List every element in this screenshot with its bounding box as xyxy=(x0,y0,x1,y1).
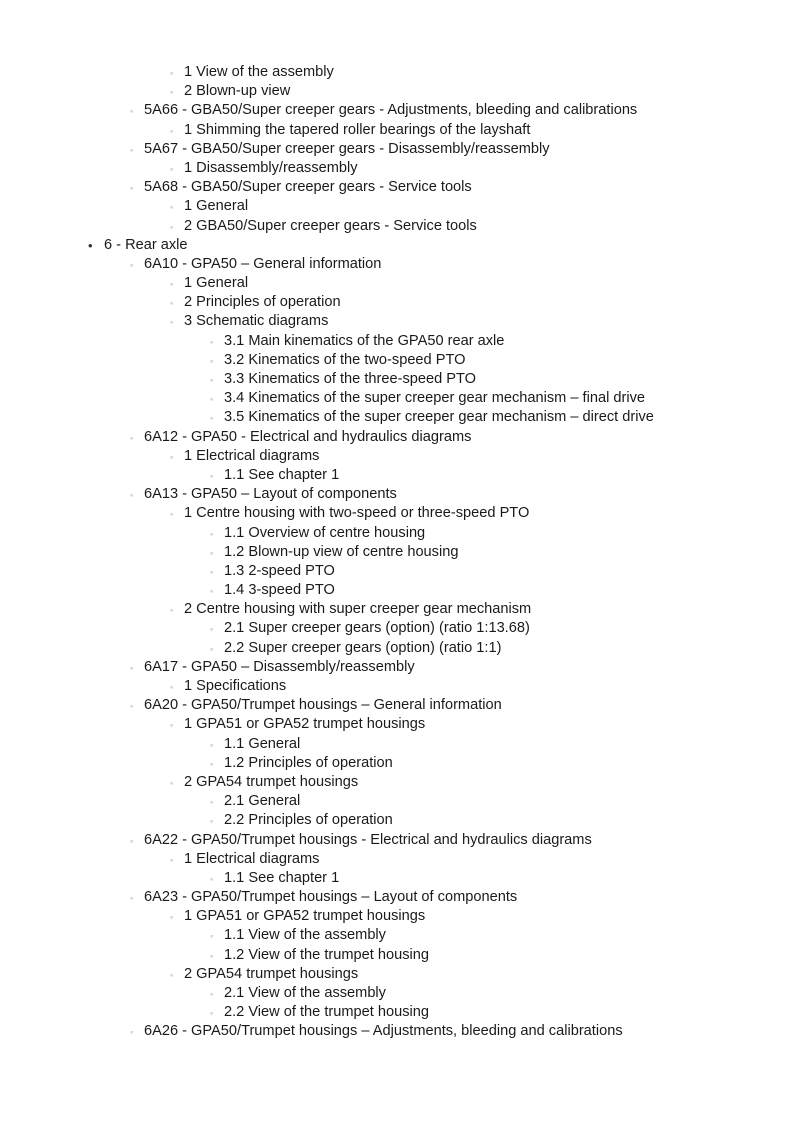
toc-entry-text: 2.2 Principles of operation xyxy=(224,812,393,829)
toc-entry xyxy=(0,504,794,523)
bullet-circle-icon: ◦ xyxy=(170,279,174,290)
bullet-circle-icon: ◦ xyxy=(170,854,174,865)
bullet-circle-icon: ◦ xyxy=(210,739,214,750)
bullet-circle-icon: ◦ xyxy=(130,893,134,904)
bullet-circle-icon: ◦ xyxy=(210,931,214,942)
toc-entry xyxy=(0,811,794,830)
toc-entry xyxy=(0,447,794,466)
bullet-circle-icon: ◦ xyxy=(130,106,134,117)
toc-entry-text: 1.1 See chapter 1 xyxy=(224,869,340,886)
bullet-circle-icon: ◦ xyxy=(170,87,174,98)
toc-entry-text: 1 Specifications xyxy=(184,678,287,694)
toc-entry-text: 1 Shimming the tapered roller bearings of the layshaft xyxy=(184,121,531,138)
bullet-circle-icon: ◦ xyxy=(170,221,174,232)
bullet-circle-icon: ◦ xyxy=(170,682,174,692)
toc-entry-text: 2.2 View of the trumpet housing xyxy=(224,1004,429,1021)
bullet-circle-icon: ◦ xyxy=(210,950,214,961)
toc-entry-text: 6A17 - GPA50 – Disassembly/reassembly xyxy=(144,658,415,675)
toc-entry-text: 6A20 - GPA50/Trumpet housings – General information xyxy=(144,697,502,714)
bullet-circle-icon: ◦ xyxy=(170,202,174,213)
bullet-circle-icon: ◦ xyxy=(210,413,214,424)
toc-entry xyxy=(0,82,794,101)
toc-entry xyxy=(0,735,794,754)
toc-entry-text: 1.1 General xyxy=(224,735,301,752)
toc-entry-text: 1.1 See chapter 1 xyxy=(224,466,340,483)
bullet-circle-icon: ◦ xyxy=(130,701,134,712)
bullet-circle-icon: ◦ xyxy=(130,662,134,673)
toc-entry-text: 3 Schematic diagrams xyxy=(184,313,329,330)
toc-entry-text: 3.5 Kinematics of the super creeper gear mechanism – direct drive xyxy=(224,409,654,426)
toc-entry-text: 1.1 Overview of centre housing xyxy=(224,524,426,541)
toc-entry-text: 1 General xyxy=(184,198,249,215)
bullet-circle-icon: ◦ xyxy=(130,432,134,443)
bullet-circle-icon: ◦ xyxy=(170,509,174,520)
toc-entry-text: 1 GPA51 or GPA52 trumpet housings xyxy=(184,716,426,733)
toc-entry-text: 1 GPA51 or GPA52 trumpet housings xyxy=(184,908,426,925)
toc-entry xyxy=(0,178,794,197)
bullet-circle-icon: ◦ xyxy=(170,451,174,462)
bullet-circle-icon: ◦ xyxy=(210,470,214,481)
bullet-circle-icon: ◦ xyxy=(210,624,214,635)
bullet-circle-icon: ◦ xyxy=(130,1027,134,1038)
toc-entry-text: 5A68 - GBA50/Super creeper gears - Service tools xyxy=(144,179,472,196)
toc-entry xyxy=(0,773,794,792)
bullet-circle-icon: ◦ xyxy=(130,144,134,155)
bullet-circle-icon: ◦ xyxy=(210,355,214,366)
toc-entry-text: 6 - Rear axle xyxy=(104,236,188,253)
toc-entry-text: 2.1 General xyxy=(224,793,301,810)
toc-entry-text: 2 Centre housing with super creeper gear mechanism xyxy=(184,601,532,618)
toc-entry xyxy=(0,121,794,140)
bullet-circle-icon: ◦ xyxy=(210,1008,214,1019)
bullet-circle-icon: ◦ xyxy=(210,336,214,347)
toc-entry xyxy=(0,581,794,600)
bullet-circle-icon: ◦ xyxy=(210,586,214,597)
toc-entry-text: 3.2 Kinematics of the two-speed PTO xyxy=(224,351,466,368)
bullet-circle-icon: ◦ xyxy=(170,68,174,78)
bullet-circle-icon: ◦ xyxy=(210,394,214,405)
toc-entry xyxy=(0,965,794,984)
bullet-circle-icon: ◦ xyxy=(170,317,174,328)
toc-entry xyxy=(0,907,794,926)
bullet-circle-icon: ◦ xyxy=(170,298,174,309)
toc-entry-text: 1.1 View of the assembly xyxy=(224,927,386,944)
toc-entry xyxy=(0,543,794,562)
toc-entry-text: 1.2 Blown-up view of centre housing xyxy=(224,543,459,560)
bullet-circle-icon: ◦ xyxy=(130,259,134,270)
bullet-circle-icon: ◦ xyxy=(210,643,214,654)
toc-entry xyxy=(0,101,794,120)
toc-entry xyxy=(0,293,794,312)
bullet-circle-icon: ◦ xyxy=(210,989,214,999)
toc-entry-text: 2 Blown-up view xyxy=(184,83,291,100)
toc-entry-text: 1 Centre housing with two-speed or three-speed PTO xyxy=(184,505,530,522)
bullet-circle-icon: ◦ xyxy=(210,547,214,558)
bullet-circle-icon: ◦ xyxy=(210,816,214,827)
toc-entry xyxy=(0,389,794,408)
toc-entry-text: 3.3 Kinematics of the three-speed PTO xyxy=(224,371,477,387)
toc-entry-text: 3.4 Kinematics of the super creeper gear mechanism – final drive xyxy=(224,390,645,407)
bullet-disc-icon: • xyxy=(88,237,93,253)
toc-entry xyxy=(0,159,794,178)
bullet-circle-icon: ◦ xyxy=(210,873,214,884)
toc-entry-text: 1 Electrical diagrams xyxy=(184,447,320,464)
toc-entry xyxy=(0,370,794,389)
toc-entry xyxy=(0,217,794,236)
toc-entry xyxy=(0,524,794,543)
toc-entry-text: 1.2 View of the trumpet housing xyxy=(224,946,429,963)
bullet-circle-icon: ◦ xyxy=(170,912,174,923)
toc-entry-text: 1.2 Principles of operation xyxy=(224,754,393,771)
toc-entry-text: 6A12 - GPA50 - Electrical and hydraulics diagrams xyxy=(144,428,472,445)
toc-entry xyxy=(0,850,794,869)
toc-entry-text: 2 GPA54 trumpet housings xyxy=(184,773,359,790)
toc-entry-text: 1 Disassembly/reassembly xyxy=(184,159,358,176)
toc-entry-text: 1 General xyxy=(184,275,249,292)
toc-entry xyxy=(0,869,794,888)
toc-entry-text: 2.1 View of the assembly xyxy=(224,985,386,1001)
toc-entry-text: 2 GBA50/Super creeper gears - Service tools xyxy=(184,217,477,234)
bullet-circle-icon: ◦ xyxy=(170,720,174,731)
toc-entry-text: 6A13 - GPA50 – Layout of components xyxy=(144,486,397,503)
toc-entry-text: 6A22 - GPA50/Trumpet housings - Electrical and hydraulics diagrams xyxy=(144,831,592,848)
bullet-circle-icon: ◦ xyxy=(210,375,214,385)
toc-entry xyxy=(0,140,794,159)
toc-entry xyxy=(0,639,794,658)
toc-entry xyxy=(0,351,794,370)
bullet-circle-icon: ◦ xyxy=(210,566,214,577)
bullet-circle-icon: ◦ xyxy=(210,758,214,769)
toc-entry xyxy=(0,562,794,581)
bullet-circle-icon: ◦ xyxy=(210,797,214,808)
toc-entry-text: 1.3 2-speed PTO xyxy=(224,562,335,579)
toc-entry xyxy=(0,831,794,850)
toc-entry-text: 5A66 - GBA50/Super creeper gears - Adjustments, bleeding and calibrations xyxy=(144,102,638,119)
toc-entry-text: 6A23 - GPA50/Trumpet housings – Layout of components xyxy=(144,889,518,906)
bullet-circle-icon: ◦ xyxy=(170,777,174,788)
toc-entry xyxy=(0,715,794,734)
toc-entry-text: 2.1 Super creeper gears (option) (ratio 1:13.68) xyxy=(224,620,530,637)
toc-entry xyxy=(0,696,794,715)
toc-entry xyxy=(0,197,794,216)
bullet-circle-icon: ◦ xyxy=(170,125,174,136)
toc-entry-text: 2 Principles of operation xyxy=(184,294,341,311)
toc-entry xyxy=(0,888,794,907)
toc-entry xyxy=(0,63,794,82)
toc-entry xyxy=(0,255,794,274)
toc-entry-text: 1.4 3-speed PTO xyxy=(224,582,335,599)
bullet-circle-icon: ◦ xyxy=(170,163,174,174)
toc-entry xyxy=(0,236,794,255)
toc-entry-text: 2 GPA54 trumpet housings xyxy=(184,965,359,982)
toc-entry xyxy=(0,677,794,696)
bullet-circle-icon: ◦ xyxy=(130,835,134,846)
toc-entry xyxy=(0,466,794,485)
toc-entry-text: 3.1 Main kinematics of the GPA50 rear axle xyxy=(224,332,505,349)
bullet-circle-icon: ◦ xyxy=(130,183,134,194)
toc-entry-text: 1 View of the assembly xyxy=(184,64,334,80)
toc-entry-text: 2.2 Super creeper gears (option) (ratio 1:1) xyxy=(224,639,502,656)
bullet-circle-icon: ◦ xyxy=(210,528,214,539)
bullet-circle-icon: ◦ xyxy=(170,969,174,980)
toc-entry xyxy=(0,792,794,811)
toc-entry xyxy=(0,1022,794,1041)
toc-entry xyxy=(0,1003,794,1022)
bullet-circle-icon: ◦ xyxy=(130,490,134,501)
toc-entry xyxy=(0,619,794,638)
toc-entry-text: 5A67 - GBA50/Super creeper gears - Disassembly/reassembly xyxy=(144,140,550,157)
toc-document xyxy=(0,63,794,1042)
toc-entry-text: 6A26 - GPA50/Trumpet housings – Adjustments, bleeding and calibrations xyxy=(144,1023,623,1040)
bullet-circle-icon: ◦ xyxy=(170,605,174,616)
toc-entry xyxy=(0,408,794,427)
toc-entry xyxy=(0,946,794,965)
toc-entry xyxy=(0,274,794,293)
toc-entry xyxy=(0,926,794,945)
toc-entry xyxy=(0,485,794,504)
toc-entry xyxy=(0,984,794,1003)
toc-entry-text: 6A10 - GPA50 – General information xyxy=(144,255,382,272)
toc-entry-text: 1 Electrical diagrams xyxy=(184,850,320,867)
toc-entry xyxy=(0,332,794,351)
toc-entry xyxy=(0,428,794,447)
toc-entry xyxy=(0,658,794,677)
toc-entry xyxy=(0,312,794,331)
toc-entry xyxy=(0,600,794,619)
toc-entry xyxy=(0,754,794,773)
